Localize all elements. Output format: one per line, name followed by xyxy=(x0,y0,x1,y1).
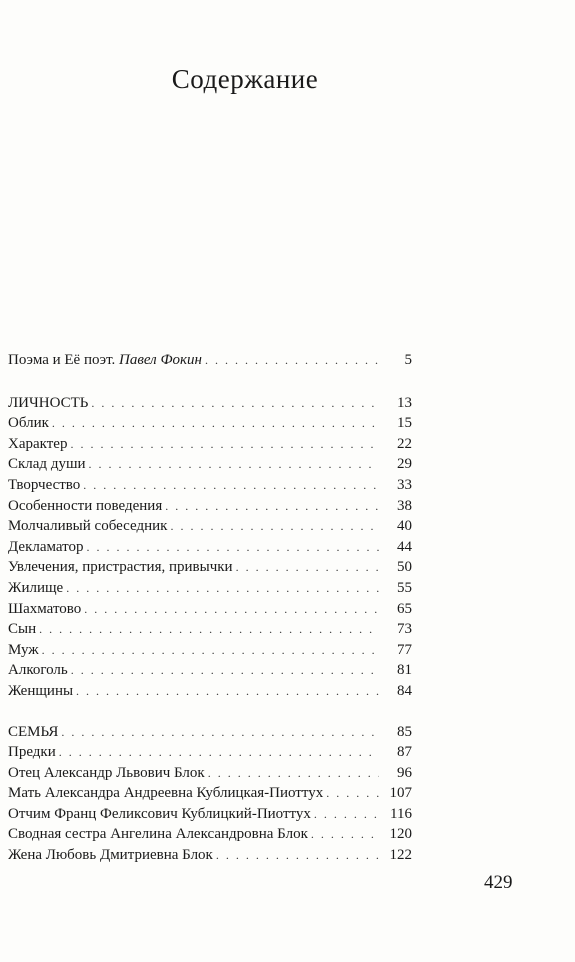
dot-leader xyxy=(205,350,379,371)
toc-entry xyxy=(8,434,412,455)
toc-entry-page: 85 xyxy=(397,723,412,740)
toc-entry-page: 122 xyxy=(389,847,412,864)
toc-entry-page: 50 xyxy=(397,559,412,576)
toc-entry-page: 40 xyxy=(397,518,412,535)
toc-entry-page: 73 xyxy=(397,621,412,638)
dot-leader xyxy=(311,824,379,845)
toc-entry-label: Увлечения, пристрастия, привычки xyxy=(8,559,233,576)
dot-leader xyxy=(42,640,379,661)
toc-entry-label: Склад души xyxy=(8,456,86,473)
toc-entry-label: СЕМЬЯ xyxy=(8,723,59,740)
toc-entry-label: Молчаливый собеседник xyxy=(8,518,168,535)
toc-entry-label: Женщины xyxy=(8,682,74,699)
toc-entry-page: 5 xyxy=(404,352,412,368)
toc-entry-label: Предки xyxy=(8,744,56,761)
toc-entry xyxy=(8,640,412,661)
dot-leader xyxy=(236,557,379,578)
dot-leader xyxy=(165,496,379,517)
dot-leader xyxy=(52,413,379,434)
toc-entry xyxy=(8,845,412,866)
dot-leader xyxy=(326,783,379,804)
dot-leader xyxy=(61,722,379,743)
toc-entry-label: Особенности поведения xyxy=(8,497,163,514)
intro-title: Поэма и Её поэт. xyxy=(8,352,116,368)
toc-entry xyxy=(8,681,412,702)
toc-entry-label: Отец Александр Львович Блок xyxy=(8,764,205,781)
toc-entry-page: 29 xyxy=(397,456,412,473)
toc-entry-page: 107 xyxy=(389,785,412,802)
dot-leader xyxy=(89,454,379,475)
toc-entry-page: 33 xyxy=(397,476,412,493)
dot-leader xyxy=(216,845,379,866)
toc-entry-page: 116 xyxy=(390,805,412,822)
toc-entry-label: Облик xyxy=(8,415,49,432)
toc-entry-page: 84 xyxy=(397,682,412,699)
toc-section-heading-family xyxy=(8,722,412,743)
toc-entry-label xyxy=(8,350,202,371)
dot-leader xyxy=(76,681,379,702)
toc-entry xyxy=(8,763,412,784)
toc-entry-label: Сын xyxy=(8,621,37,638)
toc-entry-page: 120 xyxy=(389,826,412,843)
toc-section-heading-personality xyxy=(8,393,412,414)
toc-entry-page: 55 xyxy=(397,579,412,596)
table-of-contents xyxy=(8,350,412,866)
toc-entry xyxy=(8,557,412,578)
toc-entry-label: Характер xyxy=(8,435,68,452)
dot-leader xyxy=(71,660,379,681)
toc-entry xyxy=(8,619,412,640)
toc-entry-page: 38 xyxy=(397,497,412,514)
toc-entry-label: Отчим Франц Феликсович Кублицкий-Пиоттух xyxy=(8,805,311,822)
page-title: Содержание xyxy=(171,64,319,94)
dot-leader xyxy=(59,742,379,763)
page-number: 429 xyxy=(484,872,513,893)
toc-entry-page: 87 xyxy=(397,744,412,761)
toc-entry-label: Сводная сестра Ангелина Александровна Блок xyxy=(8,826,308,843)
dot-leader xyxy=(170,516,379,537)
dot-leader xyxy=(314,804,379,825)
toc-entry xyxy=(8,578,412,599)
toc-entry-page: 96 xyxy=(397,764,412,781)
dot-leader xyxy=(91,393,379,414)
toc-entry xyxy=(8,475,412,496)
toc-entry-page: 65 xyxy=(397,600,412,617)
toc-entry xyxy=(8,742,412,763)
toc-entry xyxy=(8,824,412,845)
toc-entry-label: Жена Любовь Дмитриевна Блок xyxy=(8,847,213,864)
toc-entry xyxy=(8,454,412,475)
toc-entry-page: 22 xyxy=(397,435,412,452)
dot-leader xyxy=(39,619,379,640)
toc-entry-label: Мать Александра Андреевна Кублицкая-Пиоттух xyxy=(8,785,324,802)
toc-entry-page: 77 xyxy=(397,641,412,658)
toc-entry-page: 81 xyxy=(397,662,412,679)
toc-entry-label: Алкоголь xyxy=(8,662,68,679)
toc-entry xyxy=(8,413,412,434)
toc-entry-page: 13 xyxy=(397,394,412,411)
toc-entry-page: 15 xyxy=(397,415,412,432)
toc-entry xyxy=(8,496,412,517)
toc-entry-label: Декламатор xyxy=(8,538,84,555)
toc-entry-label: Творчество xyxy=(8,476,81,493)
dot-leader xyxy=(66,578,379,599)
dot-leader xyxy=(83,475,379,496)
toc-entry-label: ЛИЧНОСТЬ xyxy=(8,394,89,411)
intro-author: Павел Фокин xyxy=(119,352,202,368)
toc-entry xyxy=(8,599,412,620)
toc-entry xyxy=(8,660,412,681)
toc-entry-page: 44 xyxy=(397,538,412,555)
dot-leader xyxy=(87,537,379,558)
toc-entry-label: Жилище xyxy=(8,579,64,596)
toc-entry-label: Шахматово xyxy=(8,600,82,617)
dot-leader xyxy=(70,434,379,455)
toc-entry-intro xyxy=(8,350,412,371)
toc-entry xyxy=(8,516,412,537)
toc-entry-label: Муж xyxy=(8,641,39,658)
toc-entry xyxy=(8,783,412,804)
dot-leader xyxy=(208,763,379,784)
dot-leader xyxy=(84,599,379,620)
toc-entry xyxy=(8,804,412,825)
toc-entry xyxy=(8,537,412,558)
